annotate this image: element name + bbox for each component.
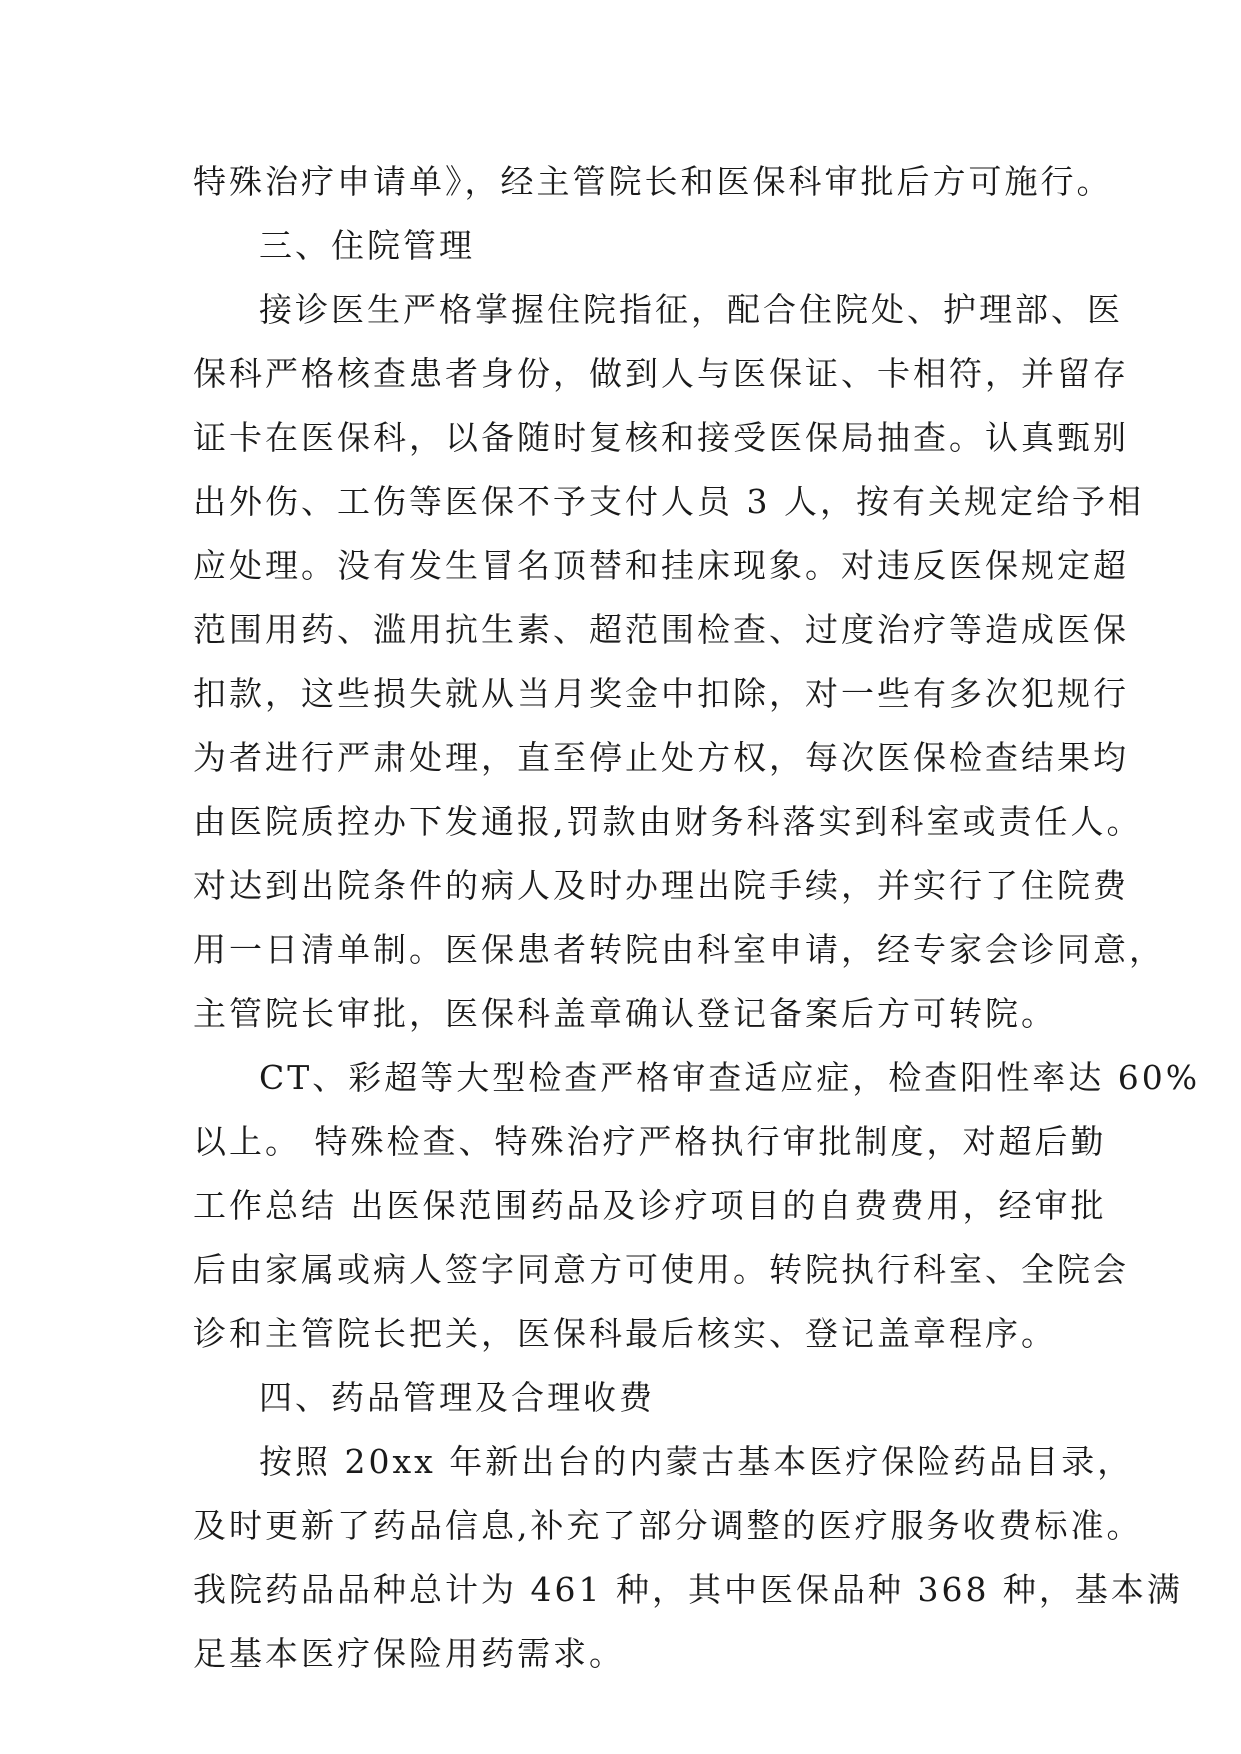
paragraph-line: CT、彩超等大型检查严格审查适应症，检查阳性率达 60% xyxy=(259,1058,1201,1097)
paragraph-line: 特殊治疗申请单》，经主管院长和医保科审批后方可施行。 xyxy=(193,162,1113,201)
paragraph-line: 及时更新了药品信息,补充了部分调整的医疗服务收费标准。 xyxy=(193,1506,1143,1545)
paragraph-line: 范围用药、滥用抗生素、超范围检查、过度治疗等造成医保 xyxy=(193,610,1129,649)
paragraph-line: 证卡在医保科，以备随时复核和接受医保局抽查。认真甄别 xyxy=(193,418,1129,457)
paragraph-line: 诊和主管院长把关，医保科最后核实、登记盖章程序。 xyxy=(193,1314,1057,1353)
section-heading: 三、住院管理 xyxy=(259,226,475,265)
paragraph-line: 主管院长审批，医保科盖章确认登记备案后方可转院。 xyxy=(193,994,1057,1033)
paragraph-line: 出外伤、工伤等医保不予支付人员 3 人，按有关规定给予相 xyxy=(193,482,1144,521)
document-page xyxy=(193,150,1201,1686)
paragraph-line: 工作总结 出医保范围药品及诊疗项目的自费费用，经审批 xyxy=(193,1186,1107,1225)
paragraph-line: 应处理。没有发生冒名顶替和挂床现象。对违反医保规定超 xyxy=(193,546,1129,585)
section-heading: 四、药品管理及合理收费 xyxy=(259,1378,655,1417)
paragraph-line: 对达到出院条件的病人及时办理出院手续，并实行了住院费 xyxy=(193,866,1129,905)
paragraph-line: 保科严格核查患者身份，做到人与医保证、卡相符，并留存 xyxy=(193,354,1129,393)
paragraph-line: 按照 20xx 年新出台的内蒙古基本医疗保险药品目录， xyxy=(259,1442,1134,1481)
paragraph-line: 用一日清单制。医保患者转院由科室申请，经专家会诊同意， xyxy=(193,930,1165,969)
paragraph-line: 由医院质控办下发通报,罚款由财务科落实到科室或责任人。 xyxy=(193,802,1143,841)
paragraph-line: 足基本医疗保险用药需求。 xyxy=(193,1634,625,1673)
paragraph-line: 我院药品品种总计为 461 种，其中医保品种 368 种，基本满 xyxy=(193,1570,1183,1609)
paragraph-line: 以上。 特殊检查、特殊治疗严格执行审批制度，对超后勤 xyxy=(193,1122,1107,1161)
paragraph-line: 扣款，这些损失就从当月奖金中扣除，对一些有多次犯规行 xyxy=(193,674,1129,713)
paragraph-line: 接诊医生严格掌握住院指征，配合住院处、护理部、医 xyxy=(259,290,1123,329)
paragraph-line: 后由家属或病人签字同意方可使用。转院执行科室、全院会 xyxy=(193,1250,1129,1289)
paragraph-line: 为者进行严肃处理，直至停止处方权，每次医保检查结果均 xyxy=(193,738,1129,777)
